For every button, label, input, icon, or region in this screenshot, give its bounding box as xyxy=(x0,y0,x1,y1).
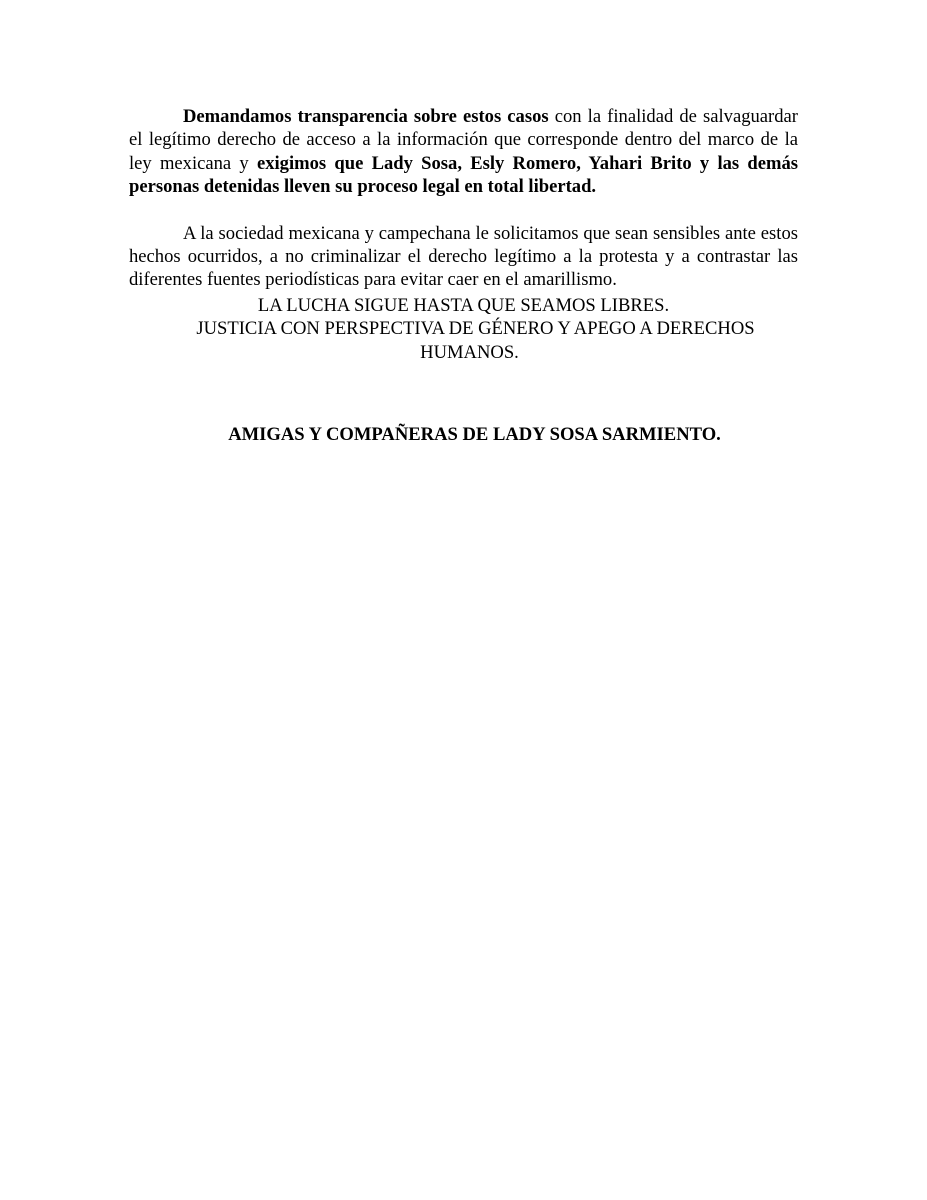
paragraph-text: con la finalidad de salvaguardar el legítimo derecho de acceso a la información que corresponde dentro del marco de la ley mexicana y xyxy=(129,106,798,174)
slogan-line-3: HUMANOS. xyxy=(420,341,519,363)
slogan-line-1: LA LUCHA SIGUE HASTA QUE SEAMOS LIBRES. xyxy=(257,295,670,316)
paragraph-society-appeal: A la sociedad mexicana y campechana le solicitamos que sean sensibles ante estos hechos ocurridos, a no criminalizar el derecho legítimo a la protesta y a contrastar las diferentes fuentes periodísticas para evitar caer en el amarillismo. xyxy=(129,222,798,291)
paragraph-transparency-demand xyxy=(129,105,798,199)
slogan-line-2: JUSTICIA CON PERSPECTIVA DE GÉNERO Y APEGO A DERECHOS xyxy=(196,318,755,340)
bold-demand-freedom: exigimos que Lady Sosa, Esly Romero, Yahari Brito y las demás personas detenidas lleven su proceso legal en total libertad. xyxy=(129,152,798,198)
signature-line: AMIGAS Y COMPAÑERAS DE LADY SOSA SARMIENTO. xyxy=(228,424,721,445)
slogans-block xyxy=(129,294,798,364)
document-body xyxy=(129,105,798,292)
bold-demand-transparency: Demandamos transparencia sobre estos casos xyxy=(183,106,549,127)
